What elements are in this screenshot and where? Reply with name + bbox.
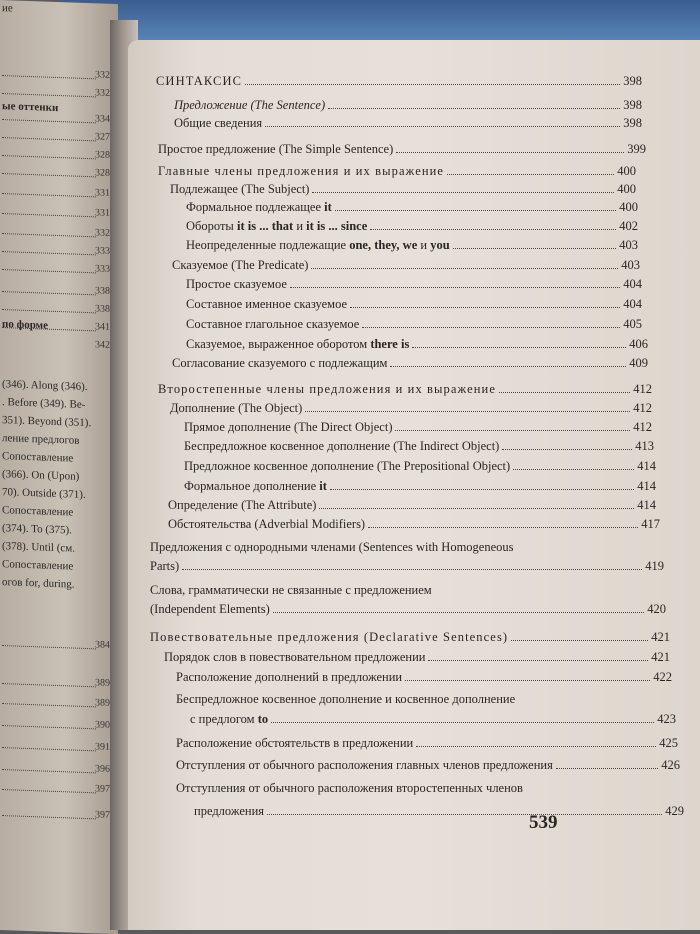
left-num: 328 — [95, 149, 110, 161]
toc-entry-page: 400 — [617, 164, 636, 178]
toc-entry-formal-object — [184, 479, 656, 494]
toc-entry-page: 403 — [619, 238, 638, 252]
toc-entry-page: 421 — [651, 650, 670, 664]
toc-entry-compound-nominal — [186, 297, 642, 312]
toc-entry-page: 406 — [629, 337, 648, 351]
left-paragraph-line: ление предлогов — [2, 432, 80, 447]
toc-entry-sentence — [174, 98, 642, 113]
left-paragraph-line: Сопоставление — [2, 504, 74, 519]
toc-entry-title: Сказуемое (The Predicate) — [172, 258, 309, 272]
toc-entry-independent — [150, 602, 666, 617]
toc-entry-title: предложения — [194, 804, 265, 818]
toc-entry-title: СИНТАКСИС — [156, 74, 243, 88]
left-num: 338 — [95, 285, 110, 297]
toc-entry-title: с предлогом to — [190, 712, 269, 726]
toc-entry-predicate — [172, 258, 640, 273]
toc-entry-indirect-object — [184, 439, 654, 454]
left-top-fragment: ие — [2, 2, 13, 15]
toc-entry-page: 398 — [623, 116, 642, 130]
left-num: 332 — [95, 87, 110, 99]
toc-entry-indef-subjects — [186, 238, 638, 253]
toc-entry-page: 409 — [629, 356, 648, 370]
toc-entry-page: 400 — [617, 182, 636, 196]
toc-entry-title: Формальное дополнение it — [184, 479, 327, 493]
toc-entry-title: Простое предложение (The Simple Sentence) — [158, 142, 394, 156]
page-number: 539 — [529, 812, 558, 833]
left-num: 391 — [95, 741, 110, 753]
toc-entry-compound-verbal — [186, 317, 642, 332]
toc-entry-declarative — [150, 630, 670, 645]
left-num: 331 — [95, 207, 110, 219]
toc-entry-title: Предложное косвенное дополнение (The Prepositional Object) — [184, 459, 511, 473]
toc-entry-page: 425 — [659, 736, 678, 750]
toc-entry-simple — [158, 142, 646, 157]
toc-entry-page: 417 — [641, 517, 660, 531]
left-num: 390 — [95, 719, 110, 731]
toc-entry-title: Дополнение (The Object) — [170, 401, 303, 415]
toc-entry-object — [170, 401, 652, 416]
toc-entry-deviation-secondary — [194, 804, 684, 819]
left-paragraph-line: (374). To (375). — [2, 522, 72, 537]
left-num: 341 — [95, 321, 110, 333]
left-num: 342 — [95, 339, 110, 351]
toc-entry-title: Предложение (The Sentence) — [174, 98, 326, 112]
toc-entry-adverbial — [168, 517, 660, 532]
toc-entry-page: 403 — [621, 258, 640, 272]
toc-entry-secondary — [158, 382, 652, 397]
toc-entry-title: Обстоятельства (Adverbial Modifiers) — [168, 517, 366, 531]
toc-entry-title: Parts) — [150, 559, 180, 573]
toc-entry-page: 423 — [657, 712, 676, 726]
toc-entry-title: Порядок слов в повествовательном предложении — [164, 650, 426, 664]
toc-entry-page: 419 — [645, 559, 664, 573]
left-num: 338 — [95, 303, 110, 315]
toc-entry-indirect-to — [190, 712, 676, 727]
left-num: 389 — [95, 677, 110, 689]
toc-entry-page: 404 — [623, 297, 642, 311]
toc-entry-adv-position — [176, 736, 678, 751]
toc-entry-page: 398 — [623, 98, 642, 112]
toc-entry-title: Подлежащее (The Subject) — [170, 182, 310, 196]
toc-entry-deviation-secondary-line1: Отступления от обычного расположения второстепенных членов — [176, 781, 523, 795]
toc-entry-deviation-main — [176, 758, 680, 773]
toc-entry-formal-subject — [186, 200, 638, 215]
left-paragraph-line: (378). Until (см. — [2, 540, 75, 555]
toc-entry-page: 421 — [651, 630, 670, 644]
toc-entry-it-is — [186, 219, 638, 234]
right-page — [128, 40, 700, 930]
toc-entry-page: 404 — [623, 277, 642, 291]
toc-entry-page: 414 — [637, 459, 656, 473]
toc-entry-page: 429 — [665, 804, 684, 818]
left-num: 334 — [95, 113, 110, 125]
toc-entry-title: Обороты it is ... that и it is ... since — [186, 219, 368, 233]
left-paragraph-line: огов for, during. — [2, 576, 75, 591]
toc-entry-direct-object — [184, 420, 652, 435]
toc-entry-title: Сказуемое, выраженное оборотом there is — [186, 337, 410, 351]
toc-entry-simple-pred — [186, 277, 642, 292]
toc-entry-agreement — [172, 356, 648, 371]
left-num: 397 — [95, 783, 110, 795]
toc-entry-title: Отступления от обычного расположения главных членов предложения — [176, 758, 553, 772]
left-paragraph-line: Сопоставление — [2, 450, 74, 465]
toc-entry-page: 400 — [619, 200, 638, 214]
toc-entry-homogeneous — [150, 559, 664, 574]
toc-entry-title: Составное глагольное сказуемое — [186, 317, 360, 331]
toc-entry-title: Повествовательные предложения (Declarative Sentences) — [150, 630, 509, 644]
toc-entry-page: 426 — [661, 758, 680, 772]
toc-entry-obj-position — [176, 670, 672, 685]
left-num: 396 — [95, 763, 110, 775]
toc-entry-title: Составное именное сказуемое — [186, 297, 348, 311]
toc-entry-page: 422 — [653, 670, 672, 684]
toc-entry-title: Определение (The Attribute) — [168, 498, 317, 512]
left-paragraph-line: 70). Outside (371). — [2, 486, 86, 501]
toc-entry-indirect-to-line1: Беспредложное косвенное дополнение и косвенное дополнение — [176, 692, 516, 706]
toc-entry-independent-line1: Слова, грамматически не связанные с предложением — [150, 583, 432, 597]
toc-entry-subject — [170, 182, 636, 197]
table-of-contents — [128, 40, 700, 930]
left-mid-fragment: ые оттенки — [2, 100, 59, 115]
left-num: 328 — [95, 167, 110, 179]
toc-entry-title: Главные члены предложения и их выражение — [158, 164, 445, 178]
left-mid-fragment: по форме — [2, 318, 49, 332]
toc-entry-page: 412 — [633, 401, 652, 415]
toc-entry-title: Формальное подлежащее it — [186, 200, 332, 214]
toc-entry-prep-object — [184, 459, 656, 474]
toc-entry-page: 413 — [635, 439, 654, 453]
left-paragraph-line: (366). On (Upon) — [2, 468, 80, 483]
toc-entry-page: 412 — [633, 382, 652, 396]
toc-entry-title: Прямое дополнение (The Direct Object) — [184, 420, 393, 434]
left-num: 389 — [95, 697, 110, 709]
toc-entry-there-is — [186, 337, 648, 352]
toc-entry-title: Расположение обстоятельств в предложении — [176, 736, 414, 750]
toc-entry-page: 412 — [633, 420, 652, 434]
toc-entry-title: Простое сказуемое — [186, 277, 287, 291]
toc-entry-title: Второстепенные члены предложения и их выражение — [158, 382, 496, 396]
toc-entry-title: Беспредложное косвенное дополнение (The Indirect Object) — [184, 439, 500, 453]
toc-entry-page: 398 — [623, 74, 642, 88]
left-num: 384 — [95, 639, 110, 651]
toc-entry-page: 399 — [627, 142, 646, 156]
toc-entry-title: Согласование сказуемого с подлежащим — [172, 356, 388, 370]
left-paragraph-line: 351). Beyond (351). — [2, 414, 92, 430]
left-num: 333 — [95, 245, 110, 257]
left-num: 397 — [95, 809, 110, 821]
left-num: 332 — [95, 227, 110, 239]
toc-entry-page: 414 — [637, 498, 656, 512]
toc-entry-syntax — [156, 74, 642, 89]
left-num: 332 — [95, 69, 110, 81]
toc-entry-attribute — [168, 498, 656, 513]
left-num: 331 — [95, 187, 110, 199]
toc-entry-page: 420 — [647, 602, 666, 616]
toc-entry-homogeneous-line1: Предложения с однородными членами (Sentences with Homogeneous — [150, 540, 514, 554]
left-paragraph-line: . Before (349). Be- — [2, 396, 86, 411]
left-num: 333 — [95, 263, 110, 275]
toc-entry-title: Неопределенные подлежащие one, they, we и you — [186, 238, 450, 252]
toc-entry-general — [174, 116, 642, 131]
left-page — [0, 0, 118, 934]
toc-entry-title: (Independent Elements) — [150, 602, 270, 616]
toc-entry-page: 405 — [623, 317, 642, 331]
toc-entry-title: Расположение дополнений в предложении — [176, 670, 403, 684]
left-paragraph-line: Сопоставление — [2, 558, 74, 573]
toc-entry-page: 414 — [637, 479, 656, 493]
left-num: 327 — [95, 131, 110, 143]
toc-entry-main-members — [158, 164, 636, 179]
toc-entry-title: Общие сведения — [174, 116, 263, 130]
toc-entry-page: 402 — [619, 219, 638, 233]
toc-entry-word-order — [164, 650, 670, 665]
left-paragraph-line: (346). Along (346). — [2, 378, 88, 394]
